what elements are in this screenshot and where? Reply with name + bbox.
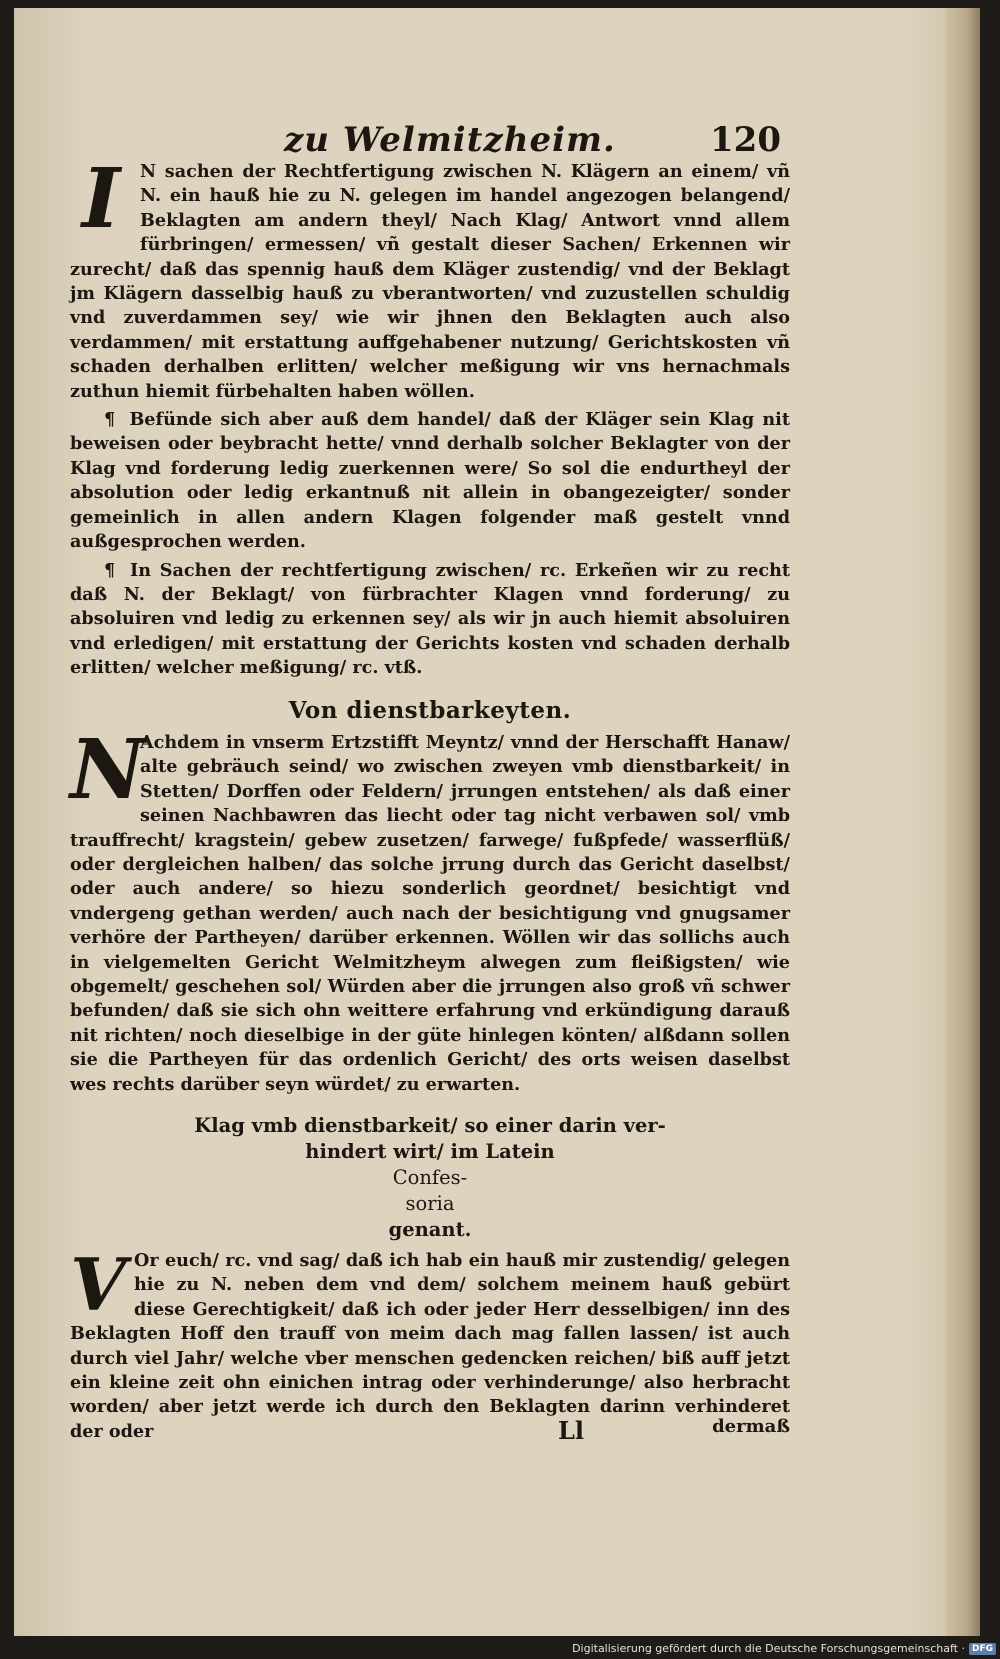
- dfg-logo-icon: DFG: [969, 1643, 996, 1655]
- signature-mark: Ll: [558, 1416, 584, 1445]
- catchword: dermaß: [712, 1416, 790, 1437]
- subheading-line-2-text: hindert wirt/ im Latein: [305, 1140, 555, 1164]
- subheading-line-3-text: genant.: [388, 1218, 472, 1242]
- pilcrow-icon: ¶: [104, 559, 116, 581]
- decorated-initial-2: N: [70, 721, 145, 818]
- page-spine-shadow: [946, 8, 980, 1636]
- page-number: 120: [710, 120, 781, 160]
- section-heading-confessoria: [70, 1113, 790, 1243]
- page-footer: [70, 1416, 790, 1446]
- latin-term-end: soria: [405, 1192, 455, 1216]
- pilcrow-icon: ¶: [104, 409, 116, 431]
- subheading-line-1: Klag vmb dienstbarkeit/ so einer darin ver-: [194, 1114, 666, 1138]
- book-page: [14, 8, 980, 1636]
- paragraph-5-text: Or euch/ rc. vnd sag/ daß ich hab ein hauß mir zustendig/ gelegen hie zu N. neben dem vnd dem/ solchem meinem hauß gebürt diese Gerechtigkeit/ daß ich oder jeder Herr desselbigen/ inn des Beklagten Hoff den trauff von meim dach mag fallen lassen/ ist auch durch viel Jahr/ welche vber menschen gedencken reichen/ biß auff jetzt ein kleine zeit ohn einichen intrag oder verhinderunge/ also herbracht worden/ aber jetzt werde ich durch den Beklagten darinn verhinderet der oder: [70, 1250, 790, 1442]
- paragraph-2: [70, 408, 790, 554]
- paragraph-1: [70, 151, 790, 404]
- section-heading-servitudes: Von dienstbarkeyten.: [288, 696, 572, 724]
- subheading-line-2: [70, 1139, 790, 1191]
- credit-text: Digitalisierung gefördert durch die Deutsche Forschungsgemeinschaft ·: [572, 1642, 965, 1655]
- latin-term: Confes-: [392, 1166, 468, 1190]
- body-text: [70, 151, 790, 1448]
- running-title: zu Welmitzheim.: [284, 120, 616, 160]
- paragraph-2-text: Befünde sich aber auß dem handel/ daß der Kläger sein Klag nit beweisen oder beybracht hette/ vnnd derhalb solcher Beklagter von der Klag vnd forderung ledig zuerkennen were/ So sol die endurtheyl der absolution oder ledig erkantnuß nit allein in obangezeigter/ sonder gemeinlich in allen andern Klagen folgender maß gestelt vnnd außgesprochen werden.: [70, 409, 790, 553]
- paragraph-4-text: Achdem in vnserm Ertzstifft Meyntz/ vnnd der Herschafft Hanaw/ alte gebräuch seind/ wo zwischen zweyen vmb dienstbarkeit/ in Stetten/ Dorffen oder Feldern/ jrrungen entstehen/ als daß einer seinen Nachbawren das liecht oder tag nicht verbawen sol/ vmb trauffrecht/ kragstein/ gebew zusetzen/ farwege/ fußpfede/ wasserflüß/ oder dergleichen halben/ das solche jrrung durch das Gericht daselbst/ oder auch andere/ so hiezu sonderlich geordnet/ besichtigt vnd vndergeng gethan werden/ auch nach der besichtigung vnd gnugsamer verhöre der Partheyen/ darüber erkennen. Wöllen wir das sollichs auch in vielgemelten Gericht Welmitzheym alwegen zum fleißigsten/ wie obgemelt/ geschehen sol/ Würden aber die jrrungen also groß vñ schwer befunden/ daß sie sich ohn weittere erfahrung vnd erkündigung darauß nit richten/ noch dieselbige in der güte hinlegen könten/ alßdann sollen sie die Partheyen für das ordenlich Gericht/ des orts weisen daselbst wes rechts darüber seyn würdet/ zu erwarten.: [70, 731, 790, 1095]
- decorated-initial-3: V: [70, 1242, 126, 1328]
- paragraph-3: [70, 559, 790, 681]
- paragraph-3-text: In Sachen der rechtfertigung zwischen/ rc. Erkeñen wir zu recht daß N. der Beklagt/ von fürbrachter Klagen vnnd forderung/ zu absoluiren vnd ledig zu erkennen sey/ als wir jn auch hiemit absoluiren vnd erledigen/ mit erstattung der Gerichts kosten vnd schaden derhalb erlitten/ welcher meßigung/ rc. vtß.: [70, 559, 790, 679]
- paragraph-1-text: N sachen der Rechtfertigung zwischen N. Klägern an einem/ vñ N. ein hauß hie zu N. gelegen im handel angezogen belangend/ Beklagten am andern theyl/ Nach Klag/ Antwort vnnd allem fürbringen/ ermessen/ vñ gestalt dieser Sachen/ Erkennen wir zurecht/ daß das spennig hauß dem Kläger zustendig/ vnd der Beklagt jm Klägern dasselbig hauß zu vberantworten/ vnd zuzustellen schuldig vnd zuverdammen sey/ wie wir jhnen den Beklagten auch also verdammen/ mit erstattung auffgehabener nutzung/ Gerichtskosten vñ schaden derhalben erlitten/ welcher meßigung wir vns hernachmals zuthun hiemit fürbehalten haben wöllen.: [70, 161, 790, 402]
- paragraph-4: [70, 721, 790, 1097]
- paragraph-5: [70, 1242, 790, 1444]
- subheading-line-3: [70, 1191, 790, 1243]
- decorated-initial-1: I: [81, 151, 121, 247]
- digitization-credit: [572, 1642, 996, 1655]
